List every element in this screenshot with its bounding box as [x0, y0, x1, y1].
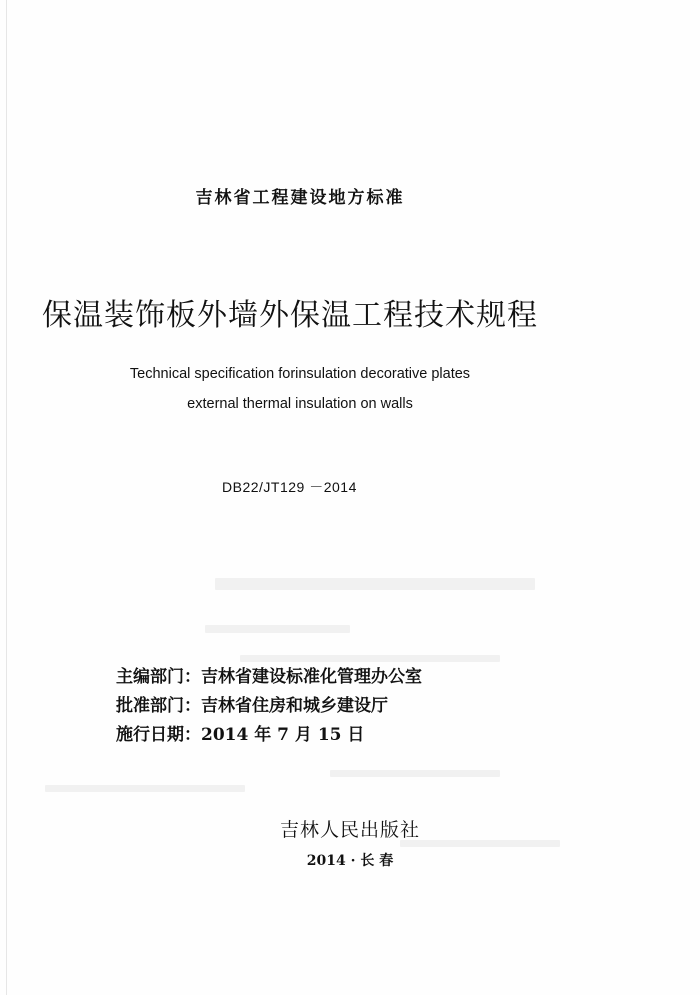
- bleed-through-mark: [45, 785, 245, 792]
- info-value: 吉林省住房和城乡建设厅: [201, 696, 388, 716]
- info-row-editor: [116, 662, 422, 687]
- bleed-through-mark: [205, 625, 350, 633]
- scan-edge-line: [6, 0, 7, 995]
- title-chinese: 保温装饰板外墙外保温工程技术规程: [42, 298, 538, 333]
- info-value: 2014 年 7 月 15 日: [201, 725, 365, 745]
- bleed-through-mark: [215, 578, 535, 590]
- publisher-name: 吉林人民出版社: [279, 819, 420, 841]
- bleed-through-mark: [240, 655, 500, 662]
- info-row-approver: [116, 691, 388, 716]
- info-row-effective-date: [116, 720, 364, 745]
- info-value: 吉林省建设标准化管理办公室: [201, 667, 422, 687]
- info-label: 主编部门：: [116, 667, 201, 687]
- title-english-line-2: external thermal insulation on walls: [187, 396, 413, 412]
- bleed-through-mark: [330, 770, 500, 777]
- info-label: 批准部门：: [116, 696, 201, 716]
- title-english-line-1: Technical specification forinsulation decorative plates: [129, 366, 471, 382]
- publication-date: 2014 · 长 春: [306, 853, 394, 869]
- standard-code: DB22/JT129 －2014: [222, 479, 357, 495]
- info-label: 施行日期：: [116, 725, 201, 745]
- standard-category: 吉林省工程建设地方标准: [195, 188, 405, 208]
